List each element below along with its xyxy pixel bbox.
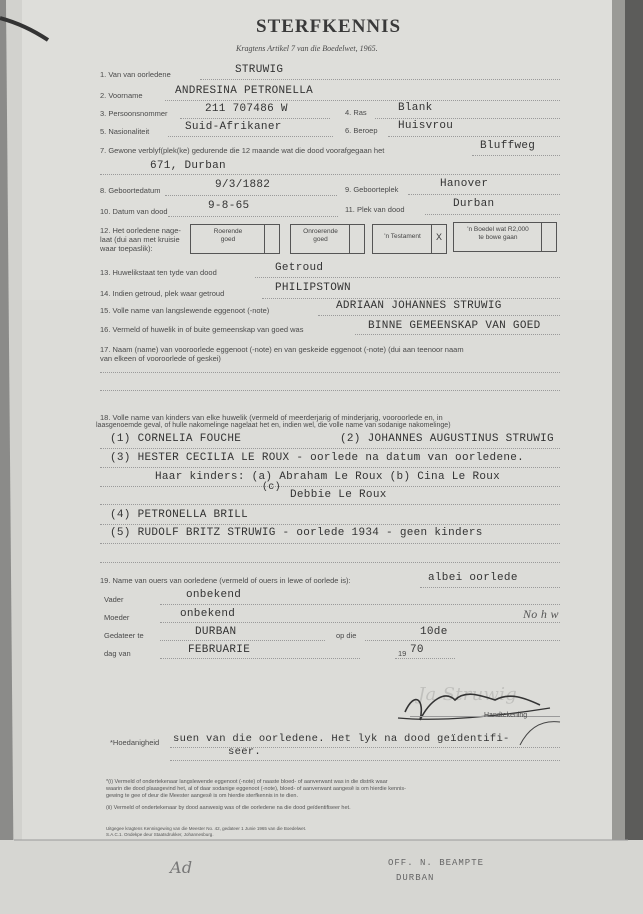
- field-5-value: Suid-Afrikaner: [185, 121, 282, 133]
- box4-line-a: 'n Boedel wat R2,000: [467, 226, 529, 233]
- field-7-value-b: 671, Durban: [150, 160, 226, 172]
- field-17-label-a: 17. Naam (name) van vooroorlede eggenoot (-note) en van geskeide eggenoot (-note) (dui aan teenoor naam: [100, 345, 464, 354]
- field-17-label-b: van elkeen of vooroorlede of geskei): [100, 354, 221, 363]
- field-17-line-a: [100, 372, 560, 373]
- year-value: 70: [410, 644, 424, 656]
- field-1-line: [200, 79, 560, 80]
- field-8-label: 8. Geboortedatum: [100, 186, 161, 195]
- moeder-value: onbekend: [180, 608, 236, 620]
- dag-value: FEBRUARIE: [188, 644, 251, 656]
- signature: Ja Struwig: [418, 684, 518, 705]
- field-4-value: Blank: [398, 102, 433, 114]
- opdie-value: 10de: [420, 626, 448, 638]
- footnote-c: gewing te gee of deur die Meester aangesê is om hierdie sterfkennis in te dien.: [106, 793, 299, 799]
- children-line-7: [100, 562, 560, 563]
- field-16-line: [355, 334, 560, 335]
- children-line-5: [100, 524, 560, 525]
- bottom-scrawl: Ad: [170, 858, 193, 877]
- gedateer-value: DURBAN: [195, 626, 237, 638]
- opdie-label: op die: [336, 631, 357, 640]
- field-11-label: 11. Plek van dood: [345, 205, 405, 214]
- field-18-label-a: 18. Volle name van kinders van elke huwelik (vermeld of meerderjarig of minderjarig, vooroorlede en, in: [100, 413, 443, 422]
- child-1: (1) CORNELIA FOUCHE: [110, 433, 242, 445]
- moeder-note: No h w: [523, 607, 559, 621]
- children-line-6: [100, 543, 560, 544]
- field-19-value: albei oorlede: [428, 572, 518, 584]
- field-19-line: [420, 587, 560, 588]
- field-7-label: 7. Gewone verblyf(plek(ke) gedurende die 12 maande wat die dood voorafgegaan het: [100, 146, 385, 155]
- hoedanigheid-line-b: [170, 760, 560, 761]
- checkbox-estate-over-r2000[interactable]: [453, 222, 557, 252]
- field-13-value: Getroud: [275, 262, 324, 274]
- footnote-b: waarin die dood plaasgevind het, al of daar sodanige eggenoot (-note), bloed- of aanverwant aangesê is om hierdie kennis-: [106, 786, 406, 792]
- child-3-kid-c: Debbie Le Roux: [290, 489, 387, 501]
- box3-mark: X: [431, 225, 446, 253]
- field-12-label-a: 12. Het oorledene nage-: [100, 226, 181, 235]
- field-16-label: 16. Vermeld of huwelik in of buite gemeenskap van goed was: [100, 325, 304, 334]
- child-3: (3) HESTER CECILIA LE ROUX - oorlede na datum van oorledene.: [110, 452, 525, 464]
- children-line-3: [100, 486, 560, 487]
- child-3-kid-c-mark: (c): [262, 482, 281, 493]
- field-18-label-b: laasgenoemde geval, of hulle nakomelinge nagelaat het en, indien wel, die volle name van sodanige nakomelinge): [96, 422, 451, 429]
- field-14-value: PHILIPSTOWN: [275, 282, 351, 294]
- printer-note-b: S.A.C.1. Ondekpe deur Staatsdrukker, Johannesburg.: [106, 832, 214, 837]
- field-7-line-b: [100, 174, 560, 175]
- field-8-value: 9/3/1882: [215, 179, 271, 191]
- field-11-value: Durban: [453, 198, 495, 210]
- field-16-value: BINNE GEMEENSKAP VAN GOED: [368, 320, 541, 332]
- dag-line: [160, 658, 360, 659]
- child-2: (2) JOHANNES AUGUSTINUS STRUWIG: [340, 433, 554, 445]
- box2-line-b: goed: [313, 236, 328, 243]
- children-line-1: [100, 448, 560, 449]
- year-line: [395, 658, 455, 659]
- vader-value: onbekend: [186, 589, 242, 601]
- field-10-line: [168, 216, 338, 217]
- handtekening-label: Handtekening: [484, 712, 528, 719]
- printer-note-a: Uitgegee kragtens Kennisgewing van die Meester No. 42, gedateer 1 Junie 1965 van die Boedelwet.: [106, 826, 307, 831]
- field-1-value: STRUWIG: [235, 64, 284, 76]
- field-15-value: ADRIAAN JOHANNES STRUWIG: [336, 300, 502, 312]
- footnote-a: *(i) Vermeld of ondertekenaar langslewende eggenoot (-note) of naaste bloed- of aanverwant was in die distrik waar: [106, 779, 388, 785]
- moeder-line: [160, 622, 560, 623]
- field-9-line: [408, 194, 560, 195]
- vader-label: Vader: [104, 595, 124, 604]
- field-7-line-a: [472, 155, 560, 156]
- field-2-label: 2. Voorname: [100, 91, 143, 100]
- stamp-line-b: DURBAN: [396, 873, 435, 883]
- document-subtitle: Kragtens Artikel 7 van die Boedelwet, 1965.: [236, 44, 378, 53]
- field-6-label: 6. Beroep: [345, 126, 378, 135]
- field-17-line-b: [100, 390, 560, 391]
- field-7-value-a: Bluffweg: [480, 140, 536, 152]
- field-3-line: [180, 118, 330, 119]
- field-15-line: [318, 315, 560, 316]
- hoedanigheid-label: *Hoedanigheid: [110, 738, 160, 747]
- checkbox-testament[interactable]: [372, 224, 447, 254]
- field-13-line: [255, 277, 560, 278]
- children-line-4: [100, 504, 560, 505]
- box1-line-a: Roerende: [213, 228, 243, 235]
- field-9-label: 9. Geboorteplek: [345, 185, 399, 194]
- field-12-label-c: waar toepaslik):: [100, 244, 153, 253]
- gedateer-line: [160, 640, 325, 641]
- moeder-label: Moeder: [104, 613, 130, 622]
- hoedanigheid-value-a: suen van die oorledene. Het lyk na dood geïdentifi-: [173, 733, 510, 745]
- hoedanigheid-value-b: seer.: [228, 746, 262, 758]
- box1-line-b: goed: [220, 236, 236, 243]
- field-11-line: [425, 214, 560, 215]
- checkbox-movable-property[interactable]: [190, 224, 280, 254]
- field-19-label: 19. Name van ouers van oorledene (vermeld of ouers in lewe of oorlede is):: [100, 576, 351, 585]
- field-13-label: 13. Huwelikstaat ten tyde van dood: [100, 268, 217, 277]
- field-2-value: ANDRESINA PETRONELLA: [175, 85, 314, 97]
- children-line-2: [100, 467, 560, 468]
- field-9-value: Hanover: [440, 178, 489, 190]
- dag-label: dag van: [104, 649, 131, 658]
- box2-line-a: Onroerende: [303, 228, 338, 235]
- field-5-line: [168, 136, 333, 137]
- field-4-label: 4. Ras: [345, 108, 367, 117]
- field-12-label-b: laat (dui aan met kruisie: [100, 235, 180, 244]
- field-14-label: 14. Indien getroud, plek waar getroud: [100, 289, 225, 298]
- box3-label: 'n Testament: [384, 233, 421, 240]
- field-8-line: [165, 195, 337, 196]
- footnote-d: (ii) Vermeld of ondertekenaar by dood aanwesig was of die oorledene na die dood geïdentifiseer het.: [106, 805, 351, 811]
- field-10-label: 10. Datum van dood: [100, 207, 168, 216]
- gedateer-label: Gedateer te: [104, 631, 144, 640]
- checkbox-immovable-property[interactable]: [290, 224, 365, 254]
- field-4-line: [375, 118, 560, 119]
- box4-tick: [541, 223, 556, 251]
- box1-tick: [264, 225, 279, 253]
- vader-line: [160, 604, 560, 605]
- field-1-label: 1. Van van oorledene: [100, 70, 171, 79]
- field-6-line: [388, 136, 560, 137]
- child-3-kids: Haar kinders: (a) Abraham Le Roux (b) Cina Le Roux: [155, 471, 501, 483]
- child-4: (4) PETRONELLA BRILL: [110, 509, 249, 521]
- field-2-line: [165, 100, 560, 101]
- field-10-value: 9-8-65: [208, 200, 250, 212]
- field-5-label: 5. Nasionaliteit: [100, 127, 150, 136]
- field-3-value: 211 707486 W: [205, 103, 288, 115]
- year-prefix: 19: [398, 649, 407, 658]
- box2-tick: [349, 225, 364, 253]
- opdie-line: [365, 640, 560, 641]
- child-5: (5) RUDOLF BRITZ STRUWIG - oorlede 1934 - geen kinders: [110, 527, 483, 539]
- box4-line-b: te bowe gaan: [478, 234, 518, 241]
- field-3-label: 3. Persoonsnommer: [100, 109, 168, 118]
- document-title: STERFKENNIS: [256, 16, 402, 37]
- field-6-value: Huisvrou: [398, 120, 454, 132]
- field-15-label: 15. Volle name van langslewende eggenoot (-note): [100, 306, 270, 315]
- field-14-line: [262, 298, 560, 299]
- stamp-line-a: OFF. N. BEAMPTE: [388, 858, 485, 868]
